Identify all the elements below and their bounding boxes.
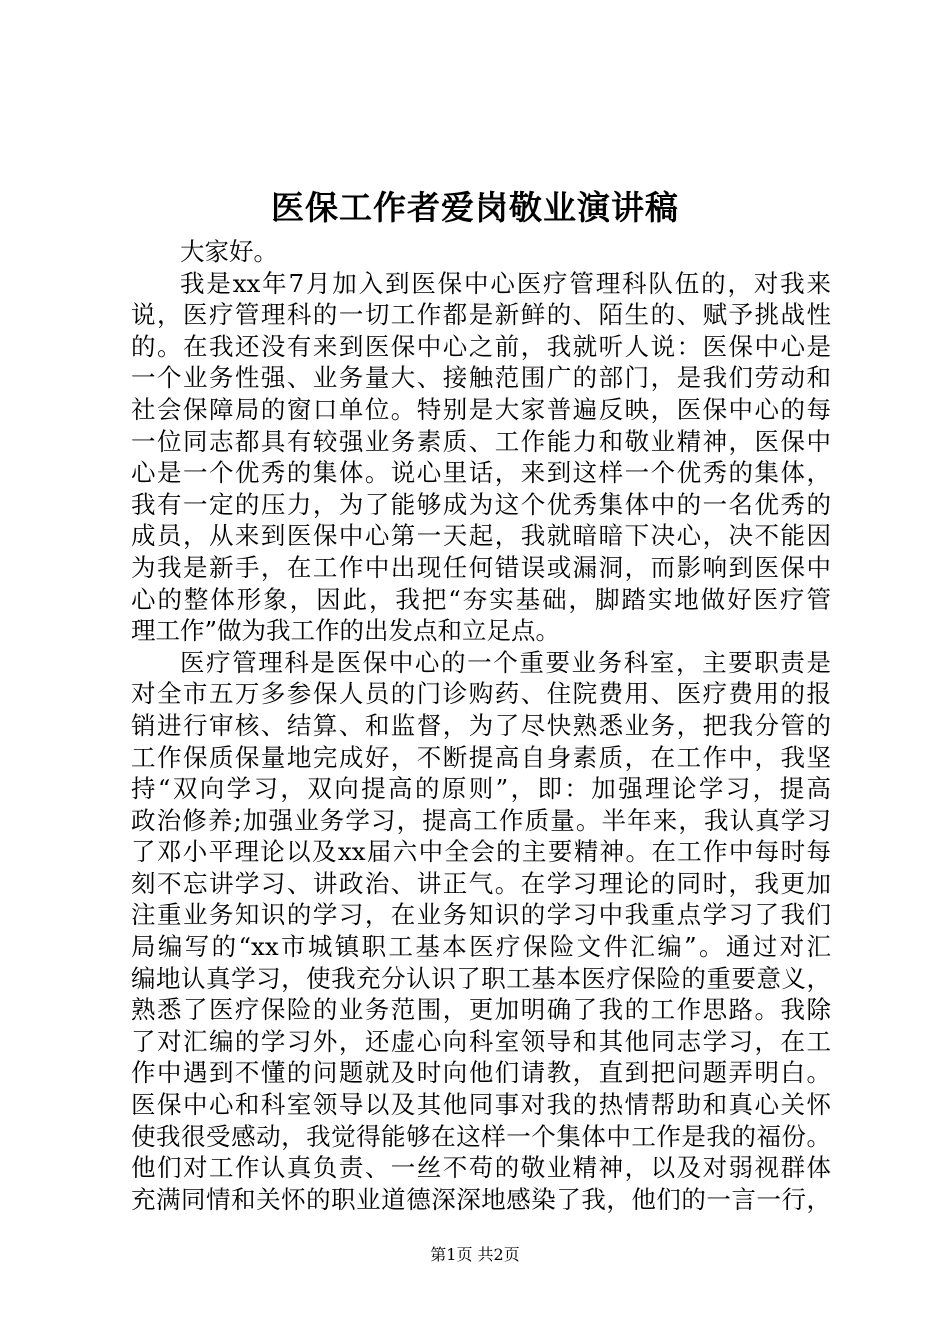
body-line: 说，医疗管理科的一切工作都是新鲜的、陌生的、赋予挑战性 bbox=[131, 300, 831, 330]
body-line: 一位同志都具有较强业务素质、工作能力和敬业精神，医保中 bbox=[131, 426, 831, 456]
body-line: 心是一个优秀的集体。说心里话，来到这样一个优秀的集体， bbox=[131, 458, 831, 488]
body-line: 熟悉了医疗保险的业务范围，更加明确了我的工作思路。我除 bbox=[131, 995, 831, 1025]
document-body bbox=[131, 236, 831, 1215]
body-line: 持“双向学习，双向提高的原则”，即：加强理论学习，提高 bbox=[131, 774, 831, 804]
body-line: 心的整体形象，因此，我把“夯实基础，脚踏实地做好医疗管 bbox=[131, 584, 831, 614]
body-line: 了对汇编的学习外，还虚心向科室领导和其他同志学习，在工 bbox=[131, 1026, 831, 1056]
document-title: 医保工作者爱岗敬业演讲稿 bbox=[271, 188, 679, 227]
body-line: 理工作”做为我工作的出发点和立足点。 bbox=[131, 616, 561, 646]
body-line: 的。在我还没有来到医保中心之前，我就听人说：医保中心是 bbox=[131, 331, 831, 361]
body-line: 我是xx年7月加入到医保中心医疗管理科队伍的，对我来 bbox=[180, 268, 831, 298]
body-line: 工作保质保量地完成好，不断提高自身素质，在工作中，我坚 bbox=[131, 742, 831, 772]
body-line: 成员，从来到医保中心第一天起，我就暗暗下决心，决不能因 bbox=[131, 521, 831, 551]
body-line: 医疗管理科是医保中心的一个重要业务科室，主要职责是 bbox=[180, 647, 831, 677]
body-line: 充满同情和关怀的职业道德深深地感染了我，他们的一言一行， bbox=[131, 1184, 831, 1214]
page-footer: 第1页 共2页 bbox=[430, 1245, 520, 1264]
body-line: 编地认真学习，使我充分认识了职工基本医疗保险的重要意义， bbox=[131, 963, 831, 993]
body-line: 大家好。 bbox=[180, 237, 278, 266]
body-line: 政治修养;加强业务学习，提高工作质量。半年来，我认真学习 bbox=[131, 805, 831, 835]
body-line: 我有一定的压力，为了能够成为这个优秀集体中的一名优秀的 bbox=[131, 489, 831, 519]
body-line: 销进行审核、结算、和监督，为了尽快熟悉业务，把我分管的 bbox=[131, 710, 831, 740]
body-line: 对全市五万多参保人员的门诊购药、住院费用、医疗费用的报 bbox=[131, 679, 831, 709]
body-line: 医保中心和科室领导以及其他同事对我的热情帮助和真心关怀 bbox=[131, 1090, 831, 1120]
body-line: 他们对工作认真负责、一丝不苟的敬业精神，以及对弱视群体 bbox=[131, 1153, 831, 1183]
body-line: 社会保障局的窗口单位。特别是大家普遍反映，医保中心的每 bbox=[131, 394, 831, 424]
body-line: 了邓小平理论以及xx届六中全会的主要精神。在工作中每时每 bbox=[131, 837, 831, 867]
body-line: 刻不忘讲学习、讲政治、讲正气。在学习理论的同时，我更加 bbox=[131, 868, 831, 898]
body-line: 一个业务性强、业务量大、接触范围广的部门，是我们劳动和 bbox=[131, 363, 831, 393]
body-line: 为我是新手，在工作中出现任何错误或漏洞，而影响到医保中 bbox=[131, 552, 831, 582]
body-line: 使我很受感动，我觉得能够在这样一个集体中工作是我的福份。 bbox=[131, 1121, 831, 1151]
body-line: 局编写的“xx市城镇职工基本医疗保险文件汇编”。通过对汇 bbox=[131, 932, 831, 962]
body-line: 作中遇到不懂的问题就及时向他们请教，直到把问题弄明白。 bbox=[131, 1058, 831, 1088]
body-line: 注重业务知识的学习，在业务知识的学习中我重点学习了我们 bbox=[131, 900, 831, 930]
